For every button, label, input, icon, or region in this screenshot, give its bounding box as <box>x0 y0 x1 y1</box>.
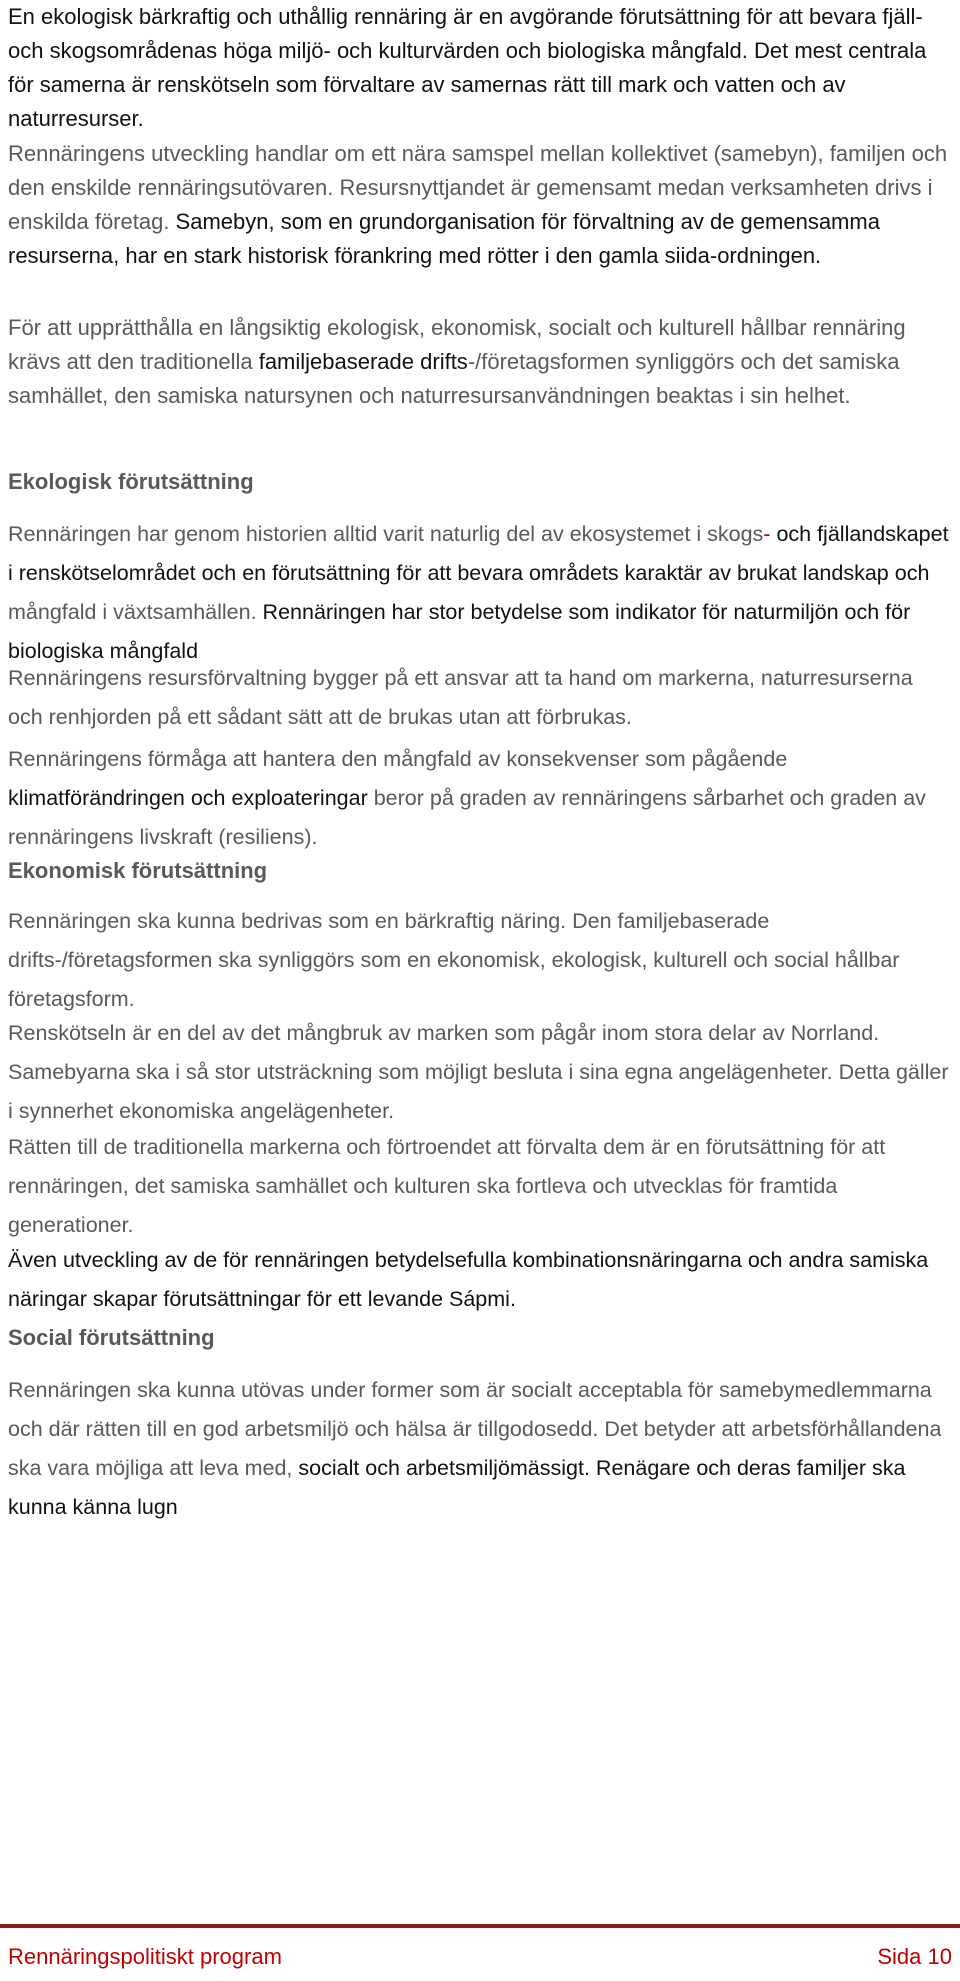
footer-rule <box>0 1924 960 1928</box>
footer-page-number: Sida 10 <box>877 1944 952 1969</box>
ekonomisk-paragraph-3 <box>8 1128 953 1245</box>
intro-paragraph-3 <box>8 311 953 413</box>
ekologisk-paragraph-1 <box>8 515 953 671</box>
ekologisk-paragraph-1-text-b: och fjällandskapet i renskötselområdet och en förutsättning för att bevara områdets karaktär av brukat landskap och <box>8 522 949 585</box>
section-heading-ekonomisk: Ekonomisk förutsättning <box>8 858 268 883</box>
ekologisk-paragraph-2 <box>8 659 953 737</box>
ekologisk-paragraph-1-text-a: Rennäringen har genom historien alltid varit naturlig del av ekosystemet i skogs <box>8 522 764 546</box>
intro-paragraph-1-text: En ekologisk bärkraftig och uthållig rennäring är en avgörande förutsättning för att bevara fjäll- och skogsområdenas höga miljö- och kulturvärden och biologiska mångfald. Det mest centrala för samerna är renskötseln som förvaltare av samernas rätt till mark och vatten och av naturresurser. <box>8 4 927 131</box>
intro-paragraph-3-text-a: För att upprätthålla en långsiktig ekologisk, ekonomisk, socialt och kulturell hållbar rennäring krävs att den traditionella <box>8 315 906 374</box>
footer-title: Rennäringspolitiskt program <box>8 1944 282 1969</box>
intro-paragraph-3-text-c: -/företagsformen synliggörs och det samiska samhället, den samiska natursynen och naturresursanvändningen beaktas i sin helhet. <box>8 349 900 408</box>
ekonomisk-paragraph-2 <box>8 1014 953 1131</box>
social-paragraph-1-text-b: socialt och arbetsmiljömässigt. Renägare och deras familjer ska kunna känna lugn <box>8 1456 906 1519</box>
ekonomisk-paragraph-4 <box>8 1241 953 1319</box>
intro-paragraph-2-text-a: Rennäringens utveckling handlar om ett nära samspel mellan kollektivet (samebyn), familjen och den enskilde rennäringsutövaren. Resursnyttjandet är gemensamt medan verksamheten drivs i enskilda företag. <box>8 141 948 234</box>
intro-paragraph-2-text-b: Samebyn, som en grundorganisation för förvaltning av de gemensamma resurserna, har en stark historisk förankring med rötter i den gamla siida-ordningen. <box>8 209 880 268</box>
social-paragraph-1-text-a: Rennäringen ska kunna utövas under former som är socialt acceptabla för samebymedlemmarna och där rätten till en god arbetsmiljö och hälsa är tillgodosedd. Det betyder att arbetsförhållandena ska vara möjliga att leva med, <box>8 1378 942 1480</box>
section-heading-social: Social förutsättning <box>8 1325 215 1350</box>
ekologisk-paragraph-2-text: Rennäringens resursförvaltning bygger på ett ansvar att ta hand om markerna, naturresurserna och renhjorden på ett sådant sätt att de brukas utan att förbrukas. <box>8 666 913 729</box>
ekologisk-paragraph-1-dash: - <box>763 522 771 546</box>
ekologisk-paragraph-1-text-c: mångfald i växtsamhällen. <box>8 600 257 624</box>
ekonomisk-paragraph-2-text: Renskötseln är en del av det mångbruk av marken som pågår inom stora delar av Norrland. Samebyarna ska i så stor utsträckning som möjligt besluta i sina egna angelägenheter. Detta gäller i synnerhet ekonomiska angelägenheter. <box>8 1021 949 1123</box>
ekonomisk-paragraph-3-text: Rätten till de traditionella markerna och förtroendet att förvalta dem är en förutsättning för att rennäringen, det samiska samhället och kulturen ska fortleva och utvecklas för framtida generationer. <box>8 1135 886 1237</box>
intro-paragraph-1 <box>8 0 953 136</box>
section-heading-ekologisk: Ekologisk förutsättning <box>8 469 254 494</box>
intro-paragraph-3-text-b: familjebaserade drifts <box>258 349 468 374</box>
ekologisk-paragraph-1-text-d: Rennäringen har stor betydelse som indikator för naturmiljön och för biologiska mångfald <box>8 600 911 663</box>
ekonomisk-paragraph-1 <box>8 902 953 1019</box>
ekologisk-paragraph-3-text-c: beror på graden av rennäringens sårbarhet och graden av rennäringens livskraft (resiliens). <box>8 786 926 849</box>
intro-paragraph-2 <box>8 137 953 273</box>
ekologisk-paragraph-3 <box>8 740 953 857</box>
social-paragraph-1 <box>8 1371 953 1527</box>
ekonomisk-paragraph-1-text: Rennäringen ska kunna bedrivas som en bärkraftig näring. Den familjebaserade drifts-/företagsformen ska synliggörs som en ekonomisk, ekologisk, kulturell och social hållbar företagsform. <box>8 909 900 1011</box>
ekologisk-paragraph-3-text-b: klimatförändringen och exploateringar <box>8 786 368 810</box>
ekonomisk-paragraph-4-text: Även utveckling av de för rennäringen betydelsefulla kombinationsnäringarna och andra samiska näringar skapar förutsättningar för ett levande Sápmi. <box>8 1248 929 1311</box>
ekologisk-paragraph-3-text-a: Rennäringens förmåga att hantera den mångfald av konsekvenser som pågående <box>8 747 788 771</box>
